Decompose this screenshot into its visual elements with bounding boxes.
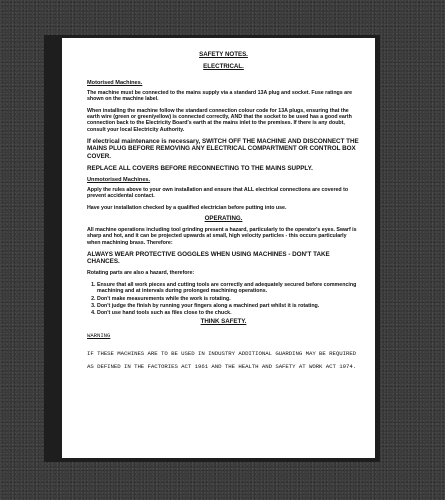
document-page [62,38,375,458]
list-item: 4. Don't use hand tools such as files close to the chuck. [97,310,360,316]
list-item: 3. Don't judge the finish by running your fingers along a machined part whilst it is rotating. [97,303,360,309]
paragraph-mains-supply: The machine must be connected to the mains supply via a standard 13A plug and socket. Fuse ratings are shown on the machine label. [87,89,353,103]
electrical-heading: ELECTRICAL. [203,63,244,71]
list-item: 1. Ensure that all work pieces and cutting tools are correctly and adequately secured before commencing machining and at intervals during prolonged machining operations. [97,282,360,295]
unmotorised-heading: Unmotorised Machines. [87,177,151,184]
motorised-heading: Motorised Machines. [87,79,143,86]
paragraph-replace-covers: REPLACE ALL COVERS BEFORE RECONNECTING TO THE MAINS SUPPLY. [87,164,313,172]
warning-label: WARNING [87,332,111,340]
warning-text: IF THESE MACHINES ARE TO BE USED IN INDUSTRY ADDITIONAL GUARDING MAY BE REQUIRED AS DEFINED IN THE FACTORIES ACT 1961 AND THE HEALTH AND SAFETY AT WORK ACT 1974. [87,349,357,370]
document-title: SAFETY NOTES. [199,51,248,58]
paragraph-apply-rules: Apply the rules above to your own installation and ensure that ALL electrical connections are covered to prevent accidental contact. [87,187,349,200]
paragraph-electrician: Have your installation checked by a qualified electrician before putting into use. [87,204,287,211]
paragraph-maintenance: If electrical maintenance is necessary, SWITCH OFF THE MACHINE AND DISCONNECT THE MAINS PLUG BEFORE REMOVING ANY ELECTRICAL COMPARTMENT OR CONTROL BOX COVER. [87,138,359,160]
paragraph-goggles: ALWAYS WEAR PROTECTIVE GOGGLES WHEN USING MACHINES - DON'T TAKE CHANCES. [87,250,330,266]
safety-list [87,282,360,317]
paragraph-hazard: All machine operations including tool grinding present a hazard, particularly to the operator's eyes. Swarf is sharp and hot, and it can be projected upwards at small, high velocity particles - this occurs particularly when machining brass. Therefore: [87,226,357,246]
paragraph-installing: When installing the machine follow the standard connection colour code for 13A plugs, ensuring that the earth wire (green or green/yellow) is connected correctly, AND that the socket to be used has a good earth connection back to the Electricity Board's earth at the mains inlet to the premises. If there is any doubt, consult your local Electricity Authority. [87,107,352,133]
paragraph-rotating: Rotating parts are also a hazard, therefore: [87,270,195,277]
operating-heading: OPERATING. [204,215,243,223]
list-item: 2. Don't make measurements while the work is rotating. [97,296,360,302]
think-safety: THINK SAFETY. [200,317,247,325]
